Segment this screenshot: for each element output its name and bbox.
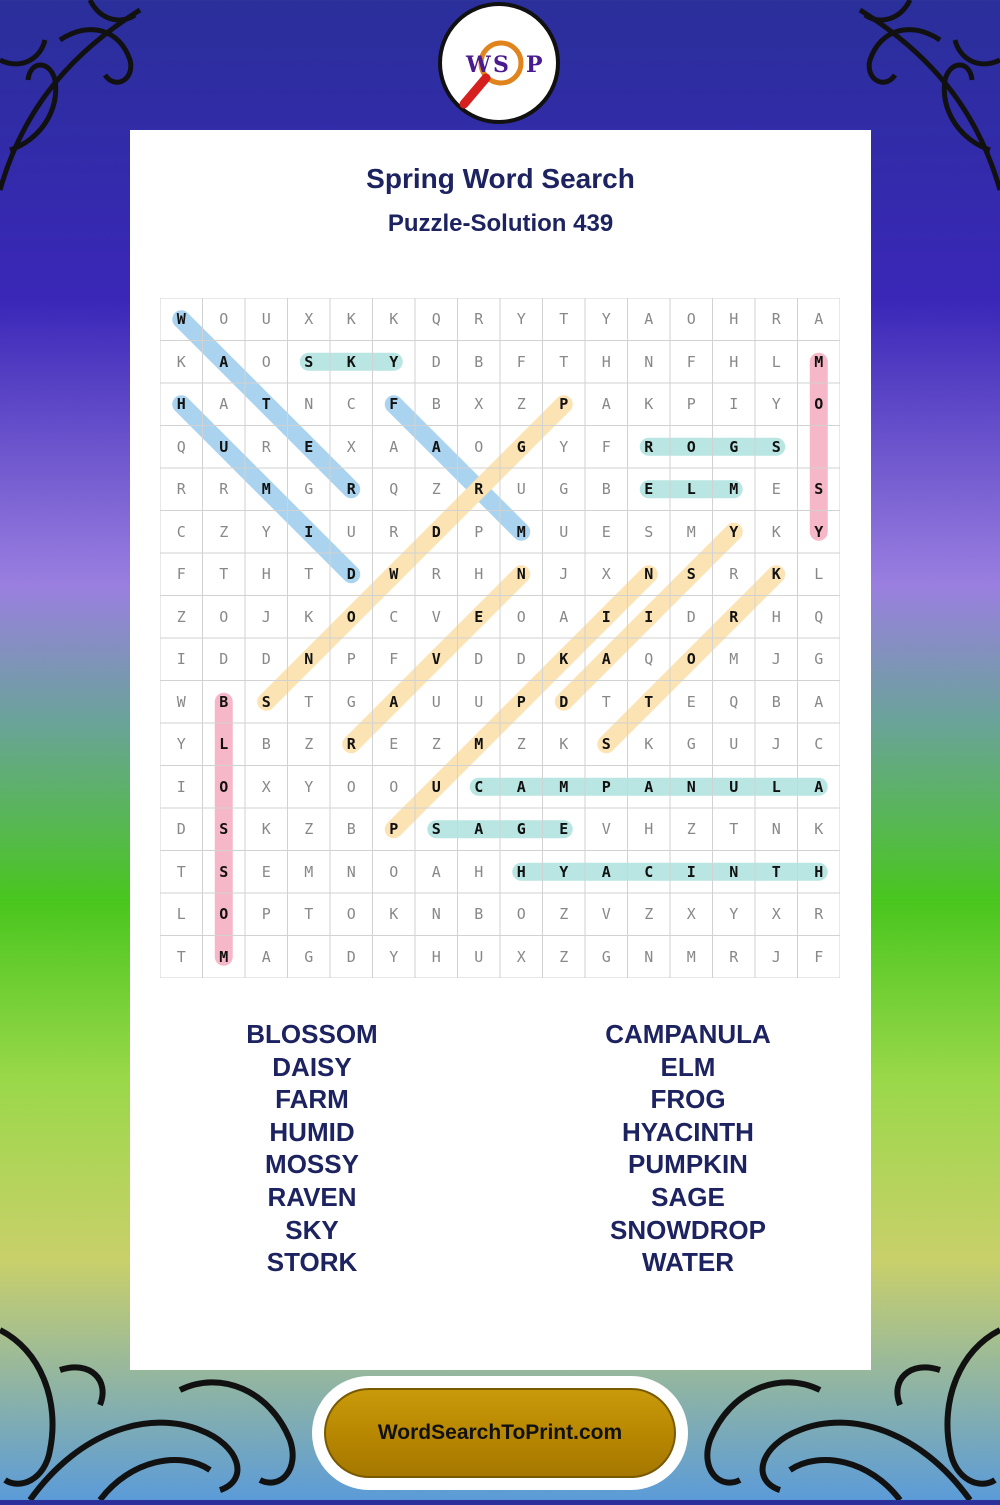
grid-cell[interactable]: I xyxy=(176,650,186,669)
grid-cell[interactable]: Z xyxy=(219,522,229,541)
grid-cell[interactable]: T xyxy=(176,947,186,966)
grid-cell[interactable]: M xyxy=(474,735,484,754)
grid-cell[interactable]: Y xyxy=(389,352,399,371)
grid-cell[interactable]: N xyxy=(644,565,654,584)
grid-cell[interactable]: J xyxy=(559,565,569,584)
grid-cell[interactable]: P xyxy=(389,820,399,839)
grid-cell[interactable]: J xyxy=(261,607,271,626)
grid-cell[interactable]: Y xyxy=(261,522,271,541)
grid-cell[interactable]: Z xyxy=(516,395,526,414)
grid-cell[interactable]: F xyxy=(814,947,824,966)
grid-cell[interactable]: V xyxy=(601,905,611,924)
grid-cell[interactable]: O xyxy=(516,607,526,626)
grid-cell[interactable]: E xyxy=(261,862,271,881)
grid-cell[interactable]: O xyxy=(686,650,696,669)
grid-cell[interactable]: Y xyxy=(771,395,781,414)
grid-cell[interactable]: I xyxy=(686,862,696,881)
grid-cell[interactable]: Z xyxy=(516,735,526,754)
grid-cell[interactable]: R xyxy=(729,947,739,966)
page-title: Spring Word Search xyxy=(366,163,635,194)
grid-cell[interactable]: K xyxy=(176,352,186,371)
site-link-button[interactable]: WordSearchToPrint.com xyxy=(324,1388,676,1478)
grid-cell[interactable]: T xyxy=(644,692,654,711)
grid-cell[interactable]: A xyxy=(601,862,611,881)
grid-cell[interactable]: L xyxy=(686,480,696,499)
grid-cell[interactable]: O xyxy=(219,607,229,626)
grid-cell[interactable]: R xyxy=(771,310,781,329)
grid-cell[interactable]: F xyxy=(389,650,399,669)
grid-cell[interactable]: D xyxy=(431,352,441,371)
grid-cell[interactable]: X xyxy=(474,395,484,414)
grid-cell[interactable]: A xyxy=(474,820,484,839)
grid-cell[interactable]: A xyxy=(559,607,569,626)
grid-cell[interactable]: A xyxy=(814,777,824,796)
grid-cell[interactable]: M xyxy=(304,862,314,881)
word-item: MOSSY xyxy=(265,1149,359,1180)
grid-cell[interactable]: N xyxy=(686,777,696,796)
grid-cell[interactable]: L xyxy=(771,352,781,371)
grid-cell[interactable]: P xyxy=(601,777,611,796)
grid-cell[interactable]: M xyxy=(261,480,271,499)
grid-cell[interactable]: F xyxy=(601,437,611,456)
grid-cell[interactable]: H xyxy=(176,395,186,414)
word-item: FARM xyxy=(275,1084,349,1115)
grid-cell[interactable]: G xyxy=(686,735,696,754)
grid-cell[interactable]: W xyxy=(389,565,399,584)
grid-cell[interactable]: M xyxy=(219,947,229,966)
grid-cell[interactable]: S xyxy=(431,820,441,839)
grid-cell[interactable]: F xyxy=(389,395,399,414)
grid-cell[interactable]: Y xyxy=(814,522,824,541)
grid-cell[interactable]: H xyxy=(729,310,739,329)
grid-cell[interactable]: D xyxy=(474,650,484,669)
grid-cell[interactable]: S xyxy=(304,352,314,371)
site-logo[interactable] xyxy=(438,2,560,124)
grid-cell[interactable]: X xyxy=(686,905,696,924)
grid-cell[interactable]: R xyxy=(474,310,484,329)
grid-cell[interactable]: E xyxy=(559,820,569,839)
grid-cell[interactable]: O xyxy=(516,905,526,924)
grid-cell[interactable]: G xyxy=(304,480,314,499)
grid-cell[interactable]: S xyxy=(686,565,696,584)
grid-cell[interactable]: O xyxy=(346,777,356,796)
grid-cell[interactable]: M xyxy=(729,480,739,499)
grid-cell[interactable]: R xyxy=(219,480,229,499)
grid-cell[interactable]: M xyxy=(686,947,696,966)
grid-cell[interactable]: P xyxy=(474,522,484,541)
grid-cell[interactable]: N xyxy=(729,862,739,881)
grid-cell[interactable]: G xyxy=(814,650,824,669)
grid-cell[interactable]: X xyxy=(771,905,781,924)
grid-cell[interactable]: H xyxy=(771,607,781,626)
grid-cell[interactable]: U xyxy=(729,777,739,796)
grid-cell[interactable]: D xyxy=(559,692,569,711)
grid-cell[interactable]: P xyxy=(346,650,356,669)
grid-cell[interactable]: I xyxy=(644,607,654,626)
grid-cell[interactable]: Y xyxy=(729,522,739,541)
word-item: FROG xyxy=(650,1084,726,1115)
grid-cell[interactable]: K xyxy=(771,522,781,541)
grid-cell[interactable]: B xyxy=(474,352,484,371)
grid-cell[interactable]: O xyxy=(219,310,229,329)
grid-cell[interactable]: T xyxy=(601,692,611,711)
grid-cell[interactable]: R xyxy=(644,437,654,456)
grid-cell[interactable]: R xyxy=(261,437,271,456)
grid-cell[interactable]: W xyxy=(176,692,186,711)
grid-cell[interactable]: H xyxy=(474,565,484,584)
grid-cell[interactable]: K xyxy=(389,310,399,329)
grid-cell[interactable]: S xyxy=(261,692,271,711)
grid-cell[interactable]: C xyxy=(474,777,484,796)
grid-cell[interactable]: X xyxy=(601,565,611,584)
logo-letter-p: P xyxy=(526,52,543,78)
grid-cell[interactable]: O xyxy=(474,437,484,456)
grid-cell[interactable]: J xyxy=(771,947,781,966)
grid-cell[interactable]: R xyxy=(729,607,739,626)
grid-cell[interactable]: C xyxy=(346,395,356,414)
grid-cell[interactable]: B xyxy=(346,820,356,839)
grid-cell[interactable]: A xyxy=(431,437,441,456)
word-item: SNOWDROP xyxy=(610,1214,766,1245)
grid-cell[interactable]: G xyxy=(729,437,739,456)
grid-cell[interactable]: D xyxy=(346,947,356,966)
grid-cell[interactable]: Z xyxy=(176,607,186,626)
grid-cell[interactable]: Q xyxy=(176,437,186,456)
grid-cell[interactable]: Y xyxy=(516,310,526,329)
grid-cell[interactable]: G xyxy=(304,947,314,966)
grid-cell[interactable]: U xyxy=(431,777,441,796)
grid-cell[interactable]: J xyxy=(771,735,781,754)
grid-cell[interactable]: U xyxy=(346,522,356,541)
grid-cell[interactable]: R xyxy=(729,565,739,584)
grid-cell[interactable]: A xyxy=(644,310,654,329)
word-item: SAGE xyxy=(651,1181,725,1212)
grid-cell[interactable]: S xyxy=(814,480,824,499)
grid-cell[interactable]: G xyxy=(559,480,569,499)
grid-cell[interactable]: B xyxy=(219,692,229,711)
page-subtitle: Puzzle-Solution 439 xyxy=(387,210,614,237)
grid-cell[interactable]: Y xyxy=(559,437,569,456)
grid-cell[interactable]: U xyxy=(261,310,271,329)
grid-cell[interactable]: E xyxy=(644,480,654,499)
grid-cell[interactable]: K xyxy=(644,395,654,414)
grid-cell[interactable]: O xyxy=(346,905,356,924)
grid-cell[interactable]: K xyxy=(346,310,356,329)
grid-cell[interactable]: T xyxy=(771,862,781,881)
grid-cell[interactable]: R xyxy=(346,735,356,754)
grid-cell[interactable]: G xyxy=(516,437,526,456)
grid-cell[interactable]: E xyxy=(389,735,399,754)
grid-cell[interactable]: D xyxy=(176,820,186,839)
grid-cell[interactable]: M xyxy=(686,522,696,541)
grid-cell[interactable]: U xyxy=(516,480,526,499)
grid-cell[interactable]: K xyxy=(644,735,654,754)
grid-cell[interactable]: M xyxy=(729,650,739,669)
word-item: HUMID xyxy=(269,1116,355,1147)
word-item: SKY xyxy=(285,1214,339,1245)
grid-cell[interactable]: V xyxy=(601,820,611,839)
grid-cell[interactable]: X xyxy=(304,310,314,329)
grid-cell[interactable]: Z xyxy=(431,735,441,754)
grid-cell[interactable]: A xyxy=(644,777,654,796)
grid-cell[interactable]: Q xyxy=(389,480,399,499)
grid-cell[interactable]: A xyxy=(601,650,611,669)
grid-cell[interactable]: I xyxy=(729,395,739,414)
grid-cell[interactable]: H xyxy=(516,862,526,881)
grid-cell[interactable]: C xyxy=(389,607,399,626)
grid-cell[interactable]: T xyxy=(729,820,739,839)
grid-cell[interactable]: K xyxy=(389,905,399,924)
grid-cell[interactable]: A xyxy=(601,395,611,414)
grid-cell[interactable]: T xyxy=(176,862,186,881)
grid-cell[interactable]: W xyxy=(176,310,186,329)
grid-cell[interactable]: E xyxy=(601,522,611,541)
grid-cell[interactable]: Z xyxy=(304,735,314,754)
grid-cell[interactable]: L xyxy=(771,777,781,796)
grid-cell[interactable]: S xyxy=(219,862,229,881)
grid-cell[interactable]: H xyxy=(644,820,654,839)
grid-cell[interactable]: O xyxy=(219,905,229,924)
grid-cell[interactable]: A xyxy=(389,692,399,711)
word-search-grid[interactable] xyxy=(160,298,840,978)
word-item: STORK xyxy=(266,1247,358,1278)
grid-cell[interactable]: A xyxy=(219,395,229,414)
grid-cell[interactable]: N xyxy=(304,395,314,414)
grid-cell[interactable]: D xyxy=(516,650,526,669)
grid-cell[interactable]: M xyxy=(814,352,824,371)
logo-letter-w: W xyxy=(466,52,491,78)
grid-cell[interactable]: Y xyxy=(389,947,399,966)
grid-cell[interactable]: G xyxy=(516,820,526,839)
grid-cell[interactable]: T xyxy=(219,565,229,584)
grid-cell[interactable]: M xyxy=(516,522,526,541)
grid-cell[interactable]: U xyxy=(729,735,739,754)
grid-cell[interactable]: R xyxy=(474,480,484,499)
grid-cell[interactable]: U xyxy=(431,692,441,711)
grid-cell[interactable]: Z xyxy=(431,480,441,499)
grid-cell[interactable]: I xyxy=(601,607,611,626)
grid-cell[interactable]: Z xyxy=(559,947,569,966)
grid-cell[interactable]: O xyxy=(389,777,399,796)
grid-cell[interactable]: Z xyxy=(686,820,696,839)
grid-cell[interactable]: C xyxy=(814,735,824,754)
grid-cell[interactable]: K xyxy=(304,607,314,626)
grid-cell[interactable]: U xyxy=(219,437,229,456)
grid-cell[interactable]: V xyxy=(431,607,441,626)
word-item: PUMPKIN xyxy=(628,1149,748,1180)
grid-cell[interactable]: A xyxy=(389,437,399,456)
grid-cell[interactable]: O xyxy=(686,437,696,456)
grid-cell[interactable]: Y xyxy=(601,310,611,329)
word-item: BLOSSOM xyxy=(246,1019,378,1049)
grid-cell[interactable]: A xyxy=(814,692,824,711)
grid-cell[interactable]: V xyxy=(431,650,441,669)
grid-cell[interactable]: O xyxy=(389,862,399,881)
grid-cell[interactable]: B xyxy=(431,395,441,414)
grid-cell[interactable]: B xyxy=(771,692,781,711)
grid-cell[interactable]: Q xyxy=(644,650,654,669)
grid-cell[interactable]: C xyxy=(176,522,186,541)
grid-cell[interactable]: K xyxy=(814,820,824,839)
grid-cell[interactable]: R xyxy=(176,480,186,499)
word-list-left xyxy=(162,1018,462,1279)
grid-cell[interactable]: H xyxy=(814,862,824,881)
grid-cell[interactable]: P xyxy=(686,395,696,414)
grid-cell[interactable]: S xyxy=(771,437,781,456)
grid-cell[interactable]: B xyxy=(474,905,484,924)
word-item: CAMPANULA xyxy=(605,1019,771,1049)
grid-cell[interactable]: D xyxy=(686,607,696,626)
grid-cell[interactable]: T xyxy=(559,310,569,329)
grid-cell[interactable]: Y xyxy=(304,777,314,796)
grid-cell[interactable]: T xyxy=(261,395,271,414)
grid-cell[interactable]: H xyxy=(601,352,611,371)
grid-cell[interactable]: U xyxy=(474,692,484,711)
grid-cell[interactable]: L xyxy=(814,565,824,584)
word-list-right xyxy=(538,1018,838,1279)
grid-cell[interactable]: Y xyxy=(729,905,739,924)
grid-cell[interactable]: O xyxy=(219,777,229,796)
grid-cell[interactable]: F xyxy=(516,352,526,371)
grid-cell[interactable]: E xyxy=(686,692,696,711)
grid-cell[interactable]: H xyxy=(474,862,484,881)
grid-cell[interactable]: E xyxy=(474,607,484,626)
grid-cell[interactable]: T xyxy=(559,352,569,371)
grid-cell[interactable]: C xyxy=(644,862,654,881)
word-item: DAISY xyxy=(272,1051,352,1082)
grid-cell[interactable]: M xyxy=(559,777,569,796)
grid-cell[interactable]: H xyxy=(431,947,441,966)
grid-cell[interactable]: L xyxy=(176,905,186,924)
grid-cell[interactable]: P xyxy=(516,692,526,711)
grid-cell[interactable]: T xyxy=(304,565,314,584)
grid-cell[interactable]: D xyxy=(219,650,229,669)
grid-cell[interactable]: R xyxy=(814,905,824,924)
grid-cell[interactable]: D xyxy=(431,522,441,541)
grid-cell[interactable]: D xyxy=(261,650,271,669)
grid-cell[interactable]: Q xyxy=(431,310,441,329)
grid-cell[interactable]: R xyxy=(431,565,441,584)
grid-cell[interactable]: J xyxy=(771,650,781,669)
grid-cell[interactable]: S xyxy=(644,522,654,541)
grid-cell[interactable]: H xyxy=(729,352,739,371)
grid-cell[interactable]: N xyxy=(771,820,781,839)
grid-cell[interactable]: X xyxy=(516,947,526,966)
grid-cell[interactable]: H xyxy=(261,565,271,584)
grid-cell[interactable]: A xyxy=(516,777,526,796)
grid-cell[interactable]: K xyxy=(559,735,569,754)
grid-cell[interactable]: U xyxy=(474,947,484,966)
grid-cell[interactable]: F xyxy=(686,352,696,371)
grid-cell[interactable]: Z xyxy=(304,820,314,839)
grid-cell[interactable]: F xyxy=(176,565,186,584)
grid-cell[interactable]: A xyxy=(431,862,441,881)
grid-cell[interactable]: L xyxy=(219,735,229,754)
grid-cell[interactable]: T xyxy=(304,905,314,924)
grid-cell[interactable]: K xyxy=(771,565,781,584)
grid-cell[interactable]: O xyxy=(346,607,356,626)
grid-cell[interactable]: K xyxy=(346,352,356,371)
grid-cell[interactable]: X xyxy=(346,437,356,456)
grid-cell[interactable]: N xyxy=(644,352,654,371)
grid-cell[interactable]: Z xyxy=(559,905,569,924)
word-item: HYACINTH xyxy=(622,1116,754,1147)
grid-cell[interactable]: N xyxy=(644,947,654,966)
grid-cell[interactable]: Y xyxy=(176,735,186,754)
grid-cell[interactable]: B xyxy=(601,480,611,499)
grid-cell[interactable]: Q xyxy=(729,692,739,711)
grid-cell[interactable]: O xyxy=(686,310,696,329)
grid-cell[interactable]: Z xyxy=(644,905,654,924)
grid-cell[interactable]: R xyxy=(389,522,399,541)
word-item: RAVEN xyxy=(267,1181,357,1212)
grid-cell[interactable]: A xyxy=(261,947,271,966)
grid-cell[interactable]: D xyxy=(346,565,356,584)
grid-cell[interactable]: E xyxy=(304,437,314,456)
grid-cell[interactable]: E xyxy=(771,480,781,499)
grid-cell[interactable]: N xyxy=(346,862,356,881)
grid-cell[interactable]: O xyxy=(261,352,271,371)
grid-cell[interactable]: K xyxy=(261,820,271,839)
grid-cell[interactable]: I xyxy=(176,777,186,796)
grid-cell[interactable]: G xyxy=(601,947,611,966)
grid-cell[interactable]: S xyxy=(219,820,229,839)
grid-cell[interactable]: O xyxy=(814,395,824,414)
grid-cell[interactable]: G xyxy=(346,692,356,711)
grid-cell[interactable]: N xyxy=(431,905,441,924)
grid-cell[interactable]: Y xyxy=(559,862,569,881)
grid-cell[interactable]: S xyxy=(601,735,611,754)
grid-cell[interactable]: T xyxy=(304,692,314,711)
word-item: ELM xyxy=(660,1051,716,1082)
logo-letter-s: S xyxy=(493,52,509,78)
grid-cell[interactable]: B xyxy=(261,735,271,754)
grid-cell[interactable]: R xyxy=(346,480,356,499)
word-item: WATER xyxy=(642,1247,734,1278)
grid-cell[interactable]: X xyxy=(261,777,271,796)
grid-cell[interactable]: K xyxy=(559,650,569,669)
grid-cell[interactable]: A xyxy=(219,352,229,371)
grid-cell[interactable]: I xyxy=(304,522,314,541)
grid-cell[interactable]: U xyxy=(559,522,569,541)
grid-cell[interactable]: N xyxy=(304,650,314,669)
grid-cell[interactable]: Q xyxy=(814,607,824,626)
grid-cell[interactable]: P xyxy=(559,395,569,414)
grid-cell[interactable]: P xyxy=(261,905,271,924)
grid-cell[interactable]: N xyxy=(516,565,526,584)
footer-pill-frame xyxy=(312,1376,688,1490)
grid-cell[interactable]: A xyxy=(814,310,824,329)
